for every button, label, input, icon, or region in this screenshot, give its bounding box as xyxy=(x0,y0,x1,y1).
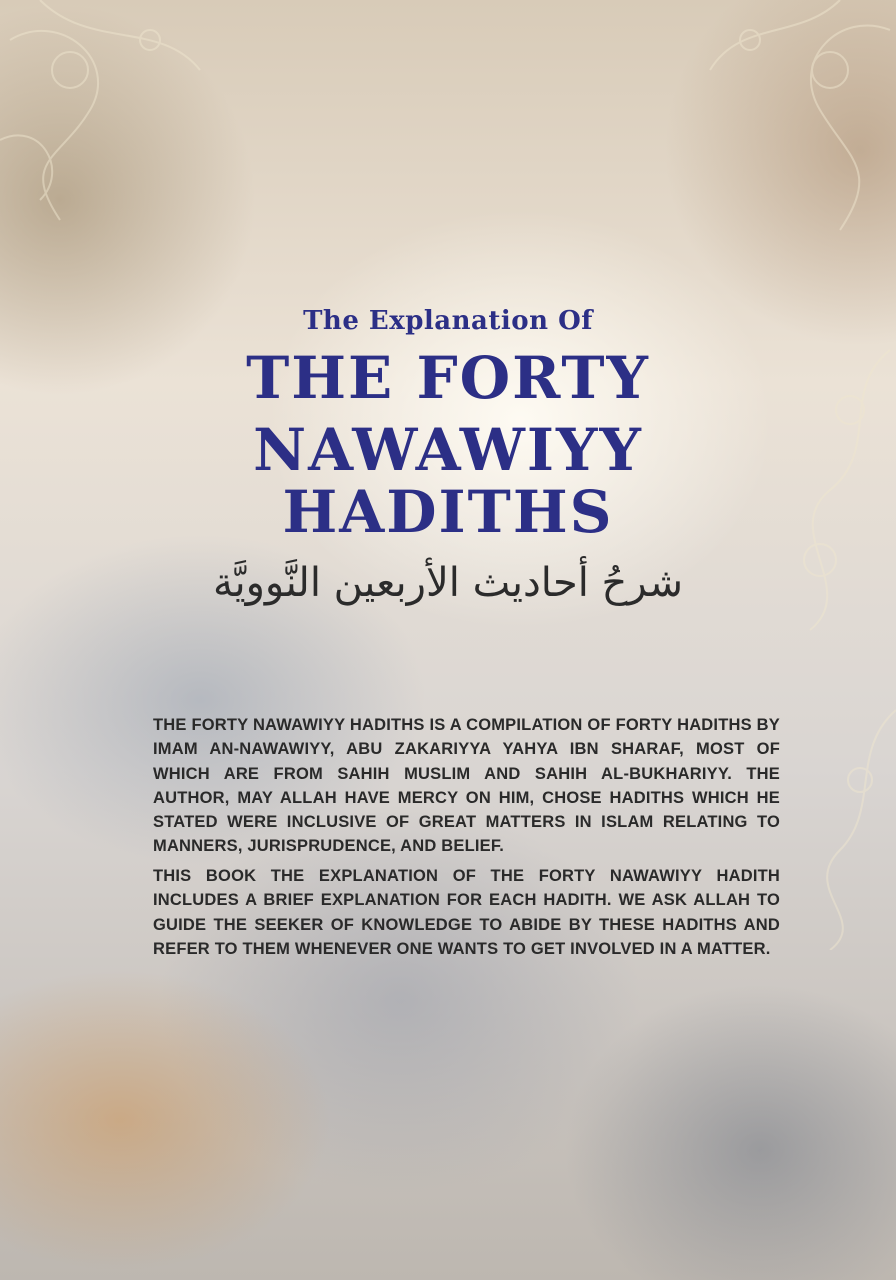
title-line-1: THE FORTY xyxy=(246,344,650,412)
description-paragraph-2: THIS BOOK THE EXPLANATION OF THE FORTY NAWAWIYY HADITH INCLUDES A BRIEF EXPLANATION FOR EACH HADITH. WE ASK ALLAH TO GUIDE THE SEEKER OF KNOWLEDGE TO ABIDE BY THESE HADITHS AND REFER TO THEM WHENEVER ONE WANTS TO GET INVOLVED IN A MATTER. xyxy=(153,867,780,958)
title-line-2: NAWAWIYY xyxy=(253,416,643,484)
pre-title: The Explanation Of xyxy=(303,306,593,336)
title-line-3: HADITHS xyxy=(282,478,614,546)
floral-ornament-top-right xyxy=(640,0,896,320)
arabic-title: شرحُ أحاديث الأربعين النَّوويَّة xyxy=(213,560,683,606)
floral-ornament-top-left xyxy=(0,0,300,300)
description-paragraph-1: THE FORTY NAWAWIYY HADITHS IS A COMPILATION OF FORTY HADITHS BY IMAM AN-NAWAWIYY, ABU ZAKARIYYA YAHYA IBN SHARAF, MOST OF WHICH ARE FROM SAHIH MUSLIM AND SAHIH AL-BUKHARIYY. THE AUTHOR, MAY ALLAH HAVE MERCY ON HIM, CHOSE HADITHS WHICH HE STATED WERE INCLUSIVE OF GREAT MATTERS IN ISLAM RELATING TO MANNERS, JURISPRUDENCE, AND BELIEF. xyxy=(153,716,780,856)
